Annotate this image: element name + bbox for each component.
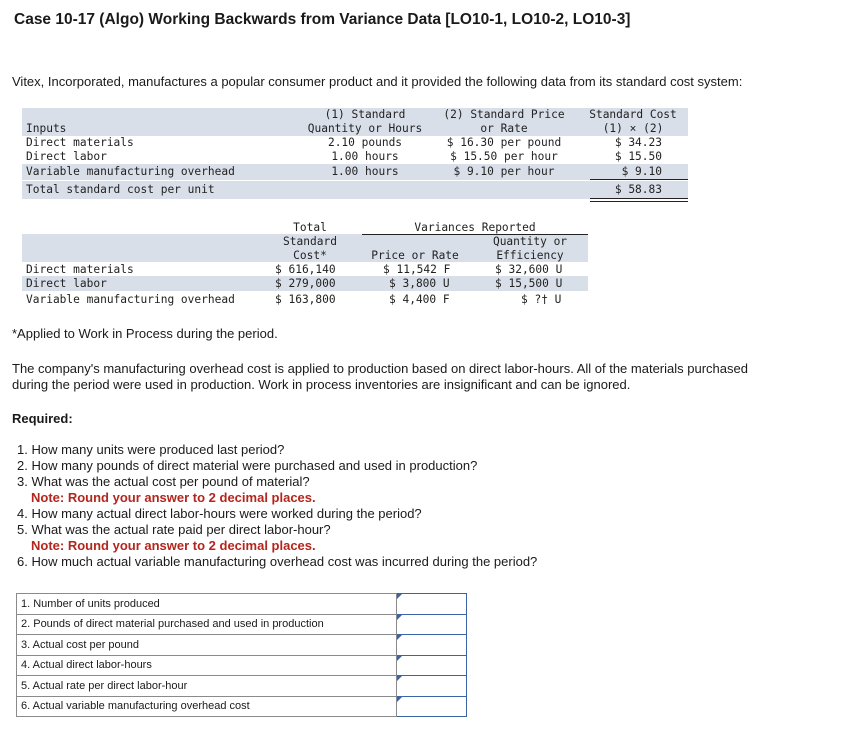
answer-input-labor-hours[interactable] — [397, 656, 466, 675]
var-row-label: Variable manufacturing overhead — [26, 293, 235, 306]
std-col2-header-2: or Rate — [480, 122, 528, 135]
answer-row — [17, 655, 467, 676]
answer-cell[interactable] — [397, 594, 467, 615]
std-col1-header-1: (1) Standard — [324, 108, 406, 121]
answer-input-cost-per-pound[interactable] — [397, 635, 466, 654]
std-col2-header-1: (2) Standard Price — [443, 108, 565, 121]
std-col3-header-1: Standard Cost — [589, 108, 677, 121]
answer-input-pounds[interactable] — [397, 615, 466, 634]
answer-label: 4. Actual direct labor-hours — [17, 655, 397, 676]
std-col3-header-2: (1) × (2) — [602, 122, 664, 135]
var-qty-header-1: Quantity or — [492, 235, 568, 248]
question-note: Note: Round your answer to 2 decimal places. — [31, 538, 316, 553]
var-variances-header: Variances Reported — [414, 221, 536, 234]
var-total-header-2: Standard — [283, 235, 337, 248]
answer-row — [17, 676, 467, 697]
var-total-header-1: Total — [293, 221, 327, 234]
answer-input-units[interactable] — [397, 594, 466, 613]
std-row-price: $ 16.30 per pound — [446, 136, 562, 149]
question-item: 5. What was the actual rate paid per direct labor-hour? — [17, 522, 331, 537]
answer-table — [16, 593, 467, 717]
answer-label: 5. Actual rate per direct labor-hour — [17, 676, 397, 697]
std-row-cost: $ 9.10 — [621, 165, 662, 178]
var-qty-header-2: Efficiency — [496, 249, 564, 262]
question-item: 4. How many actual direct labor-hours were worked during the period? — [17, 506, 422, 521]
std-row-cost: $ 15.50 — [614, 150, 662, 163]
var-row-price: $ 11,542 F — [383, 263, 451, 276]
answer-row — [17, 614, 467, 635]
answer-cell[interactable] — [397, 655, 467, 676]
question-item: 6. How much actual variable manufacturing overhead cost was incurred during the period? — [17, 554, 538, 569]
var-row-qty: $ 32,600 U — [495, 263, 563, 276]
var-row-price: $ 3,800 U — [389, 277, 450, 290]
answer-label: 2. Pounds of direct material purchased and used in production — [17, 614, 397, 635]
paragraph-line-2: during the period were used in production. Work in process inventories are insignificant and can be ignored. — [12, 377, 631, 392]
std-col1-header-2: Quantity or Hours — [307, 122, 423, 135]
std-row-label: Direct labor — [26, 150, 107, 163]
std-subtotal-rule — [590, 179, 688, 180]
std-row-qty: 1.00 hours — [331, 165, 399, 178]
footnote: *Applied to Work in Process during the period. — [12, 326, 278, 341]
std-row-cost: $ 34.23 — [614, 136, 662, 149]
answer-row — [17, 594, 467, 615]
answer-row — [17, 696, 467, 717]
intro-text: Vitex, Incorporated, manufactures a popular consumer product and it provided the following data from its standard cost system: — [12, 74, 743, 89]
std-row-label: Direct materials — [26, 136, 134, 149]
std-total-label: Total standard cost per unit — [26, 183, 215, 196]
var-row-qty: $ ?† U — [521, 293, 562, 306]
var-row-label: Direct labor — [26, 277, 107, 290]
input-marker-icon — [397, 635, 402, 640]
case-title: Case 10-17 (Algo) Working Backwards from Variance Data [LO10-1, LO10-2, LO10-3] — [14, 11, 631, 28]
input-marker-icon — [397, 594, 402, 599]
answer-input-labor-rate[interactable] — [397, 676, 466, 695]
question-note: Note: Round your answer to 2 decimal places. — [31, 490, 316, 505]
question-item: 2. How many pounds of direct material were purchased and used in production? — [17, 458, 478, 473]
std-row-price: $ 9.10 per hour — [453, 165, 555, 178]
std-total-value: $ 58.83 — [614, 183, 662, 196]
question-item: 3. What was the actual cost per pound of material? — [17, 474, 310, 489]
std-total-rule-1 — [590, 198, 688, 199]
answer-label: 1. Number of units produced — [17, 594, 397, 615]
var-row-qty: $ 15,500 U — [495, 277, 563, 290]
input-marker-icon — [397, 615, 402, 620]
std-row-price: $ 15.50 per hour — [450, 150, 558, 163]
required-heading: Required: — [12, 411, 73, 426]
var-price-header: Price or Rate — [371, 249, 459, 262]
question-item: 1. How many units were produced last period? — [17, 442, 285, 457]
answer-label: 3. Actual cost per pound — [17, 635, 397, 656]
answer-input-overhead-cost[interactable] — [397, 697, 466, 716]
std-total-rule-2 — [590, 201, 688, 202]
answer-cell[interactable] — [397, 635, 467, 656]
var-row-price: $ 4,400 F — [389, 293, 450, 306]
std-row-qty: 2.10 pounds — [327, 136, 403, 149]
input-marker-icon — [397, 697, 402, 702]
std-row-qty: 1.00 hours — [331, 150, 399, 163]
std-row-label: Variable manufacturing overhead — [26, 165, 235, 178]
answer-row — [17, 635, 467, 656]
answer-label: 6. Actual variable manufacturing overhead cost — [17, 696, 397, 717]
var-row-total: $ 163,800 — [275, 293, 336, 306]
var-row-total: $ 279,000 — [275, 277, 336, 290]
answer-cell[interactable] — [397, 676, 467, 697]
answer-cell[interactable] — [397, 614, 467, 635]
paragraph-line-1: The company's manufacturing overhead cost is applied to production based on direct labor-hours. All of the materials purchased — [12, 361, 748, 376]
std-inputs-label: Inputs — [26, 122, 67, 135]
var-row-total: $ 616,140 — [275, 263, 336, 276]
input-marker-icon — [397, 676, 402, 681]
var-total-header-3: Cost* — [293, 249, 327, 262]
var-row-label: Direct materials — [26, 263, 134, 276]
input-marker-icon — [397, 656, 402, 661]
answer-cell[interactable] — [397, 696, 467, 717]
